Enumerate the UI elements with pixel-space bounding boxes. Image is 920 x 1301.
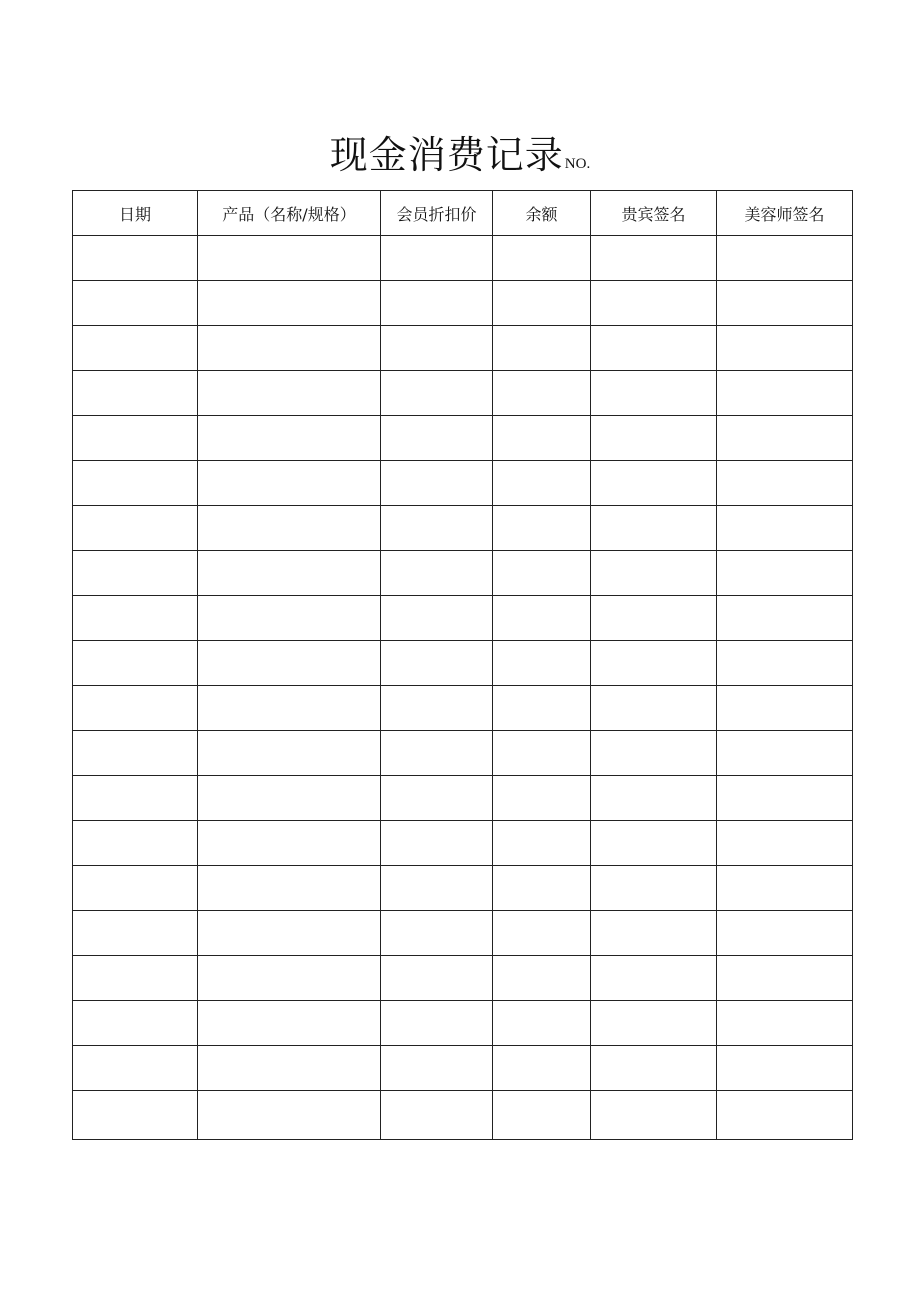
member-price-cell[interactable]	[381, 866, 493, 911]
balance-cell[interactable]	[493, 326, 591, 371]
product-cell[interactable]	[198, 506, 381, 551]
member-price-cell[interactable]	[381, 551, 493, 596]
table-row	[73, 821, 853, 866]
table-row	[73, 596, 853, 641]
table-row	[73, 1001, 853, 1046]
header-product: 产品（名称/规格）	[198, 191, 381, 236]
product-cell[interactable]	[198, 281, 381, 326]
product-cell[interactable]	[198, 416, 381, 461]
beautician-signature-cell[interactable]	[717, 416, 853, 461]
table-body	[73, 236, 853, 1140]
guest-signature-cell[interactable]	[591, 731, 717, 776]
table-row	[73, 866, 853, 911]
product-cell[interactable]	[198, 956, 381, 1001]
table-row	[73, 281, 853, 326]
table-row	[73, 371, 853, 416]
date-cell[interactable]	[73, 1001, 198, 1046]
member-price-cell[interactable]	[381, 416, 493, 461]
member-price-cell[interactable]	[381, 326, 493, 371]
header-date: 日期	[73, 191, 198, 236]
balance-cell[interactable]	[493, 506, 591, 551]
balance-cell[interactable]	[493, 1091, 591, 1140]
product-cell[interactable]	[198, 731, 381, 776]
table-row	[73, 911, 853, 956]
guest-signature-cell[interactable]	[591, 866, 717, 911]
member-price-cell[interactable]	[381, 281, 493, 326]
table-row	[73, 416, 853, 461]
beautician-signature-cell[interactable]	[717, 686, 853, 731]
product-cell[interactable]	[198, 821, 381, 866]
member-price-cell[interactable]	[381, 596, 493, 641]
date-cell[interactable]	[73, 1046, 198, 1091]
balance-cell[interactable]	[493, 911, 591, 956]
balance-cell[interactable]	[493, 866, 591, 911]
beautician-signature-cell[interactable]	[717, 506, 853, 551]
table-row	[73, 731, 853, 776]
balance-cell[interactable]	[493, 596, 591, 641]
balance-cell[interactable]	[493, 236, 591, 281]
product-cell[interactable]	[198, 596, 381, 641]
member-price-cell[interactable]	[381, 461, 493, 506]
date-cell[interactable]	[73, 551, 198, 596]
guest-signature-cell[interactable]	[591, 956, 717, 1001]
date-cell[interactable]	[73, 956, 198, 1001]
balance-cell[interactable]	[493, 1001, 591, 1046]
guest-signature-cell[interactable]	[591, 326, 717, 371]
beautician-signature-cell[interactable]	[717, 866, 853, 911]
guest-signature-cell[interactable]	[591, 911, 717, 956]
date-cell[interactable]	[73, 416, 198, 461]
balance-cell[interactable]	[493, 731, 591, 776]
header-beautician-signature: 美容师签名	[717, 191, 853, 236]
guest-signature-cell[interactable]	[591, 1046, 717, 1091]
beautician-signature-cell[interactable]	[717, 821, 853, 866]
beautician-signature-cell[interactable]	[717, 641, 853, 686]
guest-signature-cell[interactable]	[591, 596, 717, 641]
product-cell[interactable]	[198, 371, 381, 416]
product-cell[interactable]	[198, 326, 381, 371]
balance-cell[interactable]	[493, 416, 591, 461]
balance-cell[interactable]	[493, 281, 591, 326]
member-price-cell[interactable]	[381, 236, 493, 281]
member-price-cell[interactable]	[381, 1001, 493, 1046]
member-price-cell[interactable]	[381, 1046, 493, 1091]
member-price-cell[interactable]	[381, 1091, 493, 1140]
date-cell[interactable]	[73, 596, 198, 641]
date-cell[interactable]	[73, 776, 198, 821]
table-row	[73, 461, 853, 506]
date-cell[interactable]	[73, 326, 198, 371]
date-cell[interactable]	[73, 1091, 198, 1140]
beautician-signature-cell[interactable]	[717, 461, 853, 506]
beautician-signature-cell[interactable]	[717, 731, 853, 776]
table-row	[73, 686, 853, 731]
guest-signature-cell[interactable]	[591, 776, 717, 821]
product-cell[interactable]	[198, 1001, 381, 1046]
balance-cell[interactable]	[493, 686, 591, 731]
date-cell[interactable]	[73, 236, 198, 281]
table-header-row	[73, 191, 853, 236]
product-cell[interactable]	[198, 1046, 381, 1091]
table-row	[73, 326, 853, 371]
document-title	[0, 124, 920, 179]
balance-cell[interactable]	[493, 461, 591, 506]
beautician-signature-cell[interactable]	[717, 281, 853, 326]
product-cell[interactable]	[198, 1091, 381, 1140]
member-price-cell[interactable]	[381, 506, 493, 551]
member-price-cell[interactable]	[381, 371, 493, 416]
balance-cell[interactable]	[493, 776, 591, 821]
member-price-cell[interactable]	[381, 731, 493, 776]
product-cell[interactable]	[198, 686, 381, 731]
product-cell[interactable]	[198, 866, 381, 911]
date-cell[interactable]	[73, 821, 198, 866]
consumption-record-table	[72, 190, 853, 1140]
table-row	[73, 506, 853, 551]
beautician-signature-cell[interactable]	[717, 1046, 853, 1091]
beautician-signature-cell[interactable]	[717, 911, 853, 956]
table-row	[73, 956, 853, 1001]
date-cell[interactable]	[73, 641, 198, 686]
beautician-signature-cell[interactable]	[717, 1091, 853, 1140]
date-cell[interactable]	[73, 281, 198, 326]
header-balance: 余额	[493, 191, 591, 236]
guest-signature-cell[interactable]	[591, 371, 717, 416]
guest-signature-cell[interactable]	[591, 281, 717, 326]
guest-signature-cell[interactable]	[591, 821, 717, 866]
product-cell[interactable]	[198, 461, 381, 506]
date-cell[interactable]	[73, 731, 198, 776]
product-cell[interactable]	[198, 911, 381, 956]
balance-cell[interactable]	[493, 956, 591, 1001]
product-cell[interactable]	[198, 641, 381, 686]
beautician-signature-cell[interactable]	[717, 776, 853, 821]
guest-signature-cell[interactable]	[591, 1091, 717, 1140]
beautician-signature-cell[interactable]	[717, 596, 853, 641]
guest-signature-cell[interactable]	[591, 686, 717, 731]
header-guest-signature: 贵宾签名	[591, 191, 717, 236]
member-price-cell[interactable]	[381, 821, 493, 866]
table-row	[73, 551, 853, 596]
balance-cell[interactable]	[493, 821, 591, 866]
title-text: 现金消费记录	[329, 133, 564, 177]
beautician-signature-cell[interactable]	[717, 371, 853, 416]
beautician-signature-cell[interactable]	[717, 236, 853, 281]
date-cell[interactable]	[73, 461, 198, 506]
guest-signature-cell[interactable]	[591, 236, 717, 281]
table-row	[73, 641, 853, 686]
date-cell[interactable]	[73, 506, 198, 551]
guest-signature-cell[interactable]	[591, 416, 717, 461]
product-cell[interactable]	[198, 776, 381, 821]
member-price-cell[interactable]	[381, 686, 493, 731]
date-cell[interactable]	[73, 371, 198, 416]
header-member-price: 会员折扣价	[381, 191, 493, 236]
beautician-signature-cell[interactable]	[717, 326, 853, 371]
guest-signature-cell[interactable]	[591, 461, 717, 506]
balance-cell[interactable]	[493, 551, 591, 596]
product-cell[interactable]	[198, 551, 381, 596]
guest-signature-cell[interactable]	[591, 506, 717, 551]
date-cell[interactable]	[73, 911, 198, 956]
beautician-signature-cell[interactable]	[717, 956, 853, 1001]
balance-cell[interactable]	[493, 1046, 591, 1091]
member-price-cell[interactable]	[381, 911, 493, 956]
table-row	[73, 1046, 853, 1091]
member-price-cell[interactable]	[381, 776, 493, 821]
guest-signature-cell[interactable]	[591, 551, 717, 596]
record-number-label: NO.	[564, 156, 591, 172]
date-cell[interactable]	[73, 866, 198, 911]
product-cell[interactable]	[198, 236, 381, 281]
member-price-cell[interactable]	[381, 641, 493, 686]
guest-signature-cell[interactable]	[591, 641, 717, 686]
guest-signature-cell[interactable]	[591, 1001, 717, 1046]
date-cell[interactable]	[73, 686, 198, 731]
balance-cell[interactable]	[493, 641, 591, 686]
beautician-signature-cell[interactable]	[717, 1001, 853, 1046]
member-price-cell[interactable]	[381, 956, 493, 1001]
table-row	[73, 236, 853, 281]
balance-cell[interactable]	[493, 371, 591, 416]
beautician-signature-cell[interactable]	[717, 551, 853, 596]
table-row	[73, 776, 853, 821]
table-row	[73, 1091, 853, 1140]
